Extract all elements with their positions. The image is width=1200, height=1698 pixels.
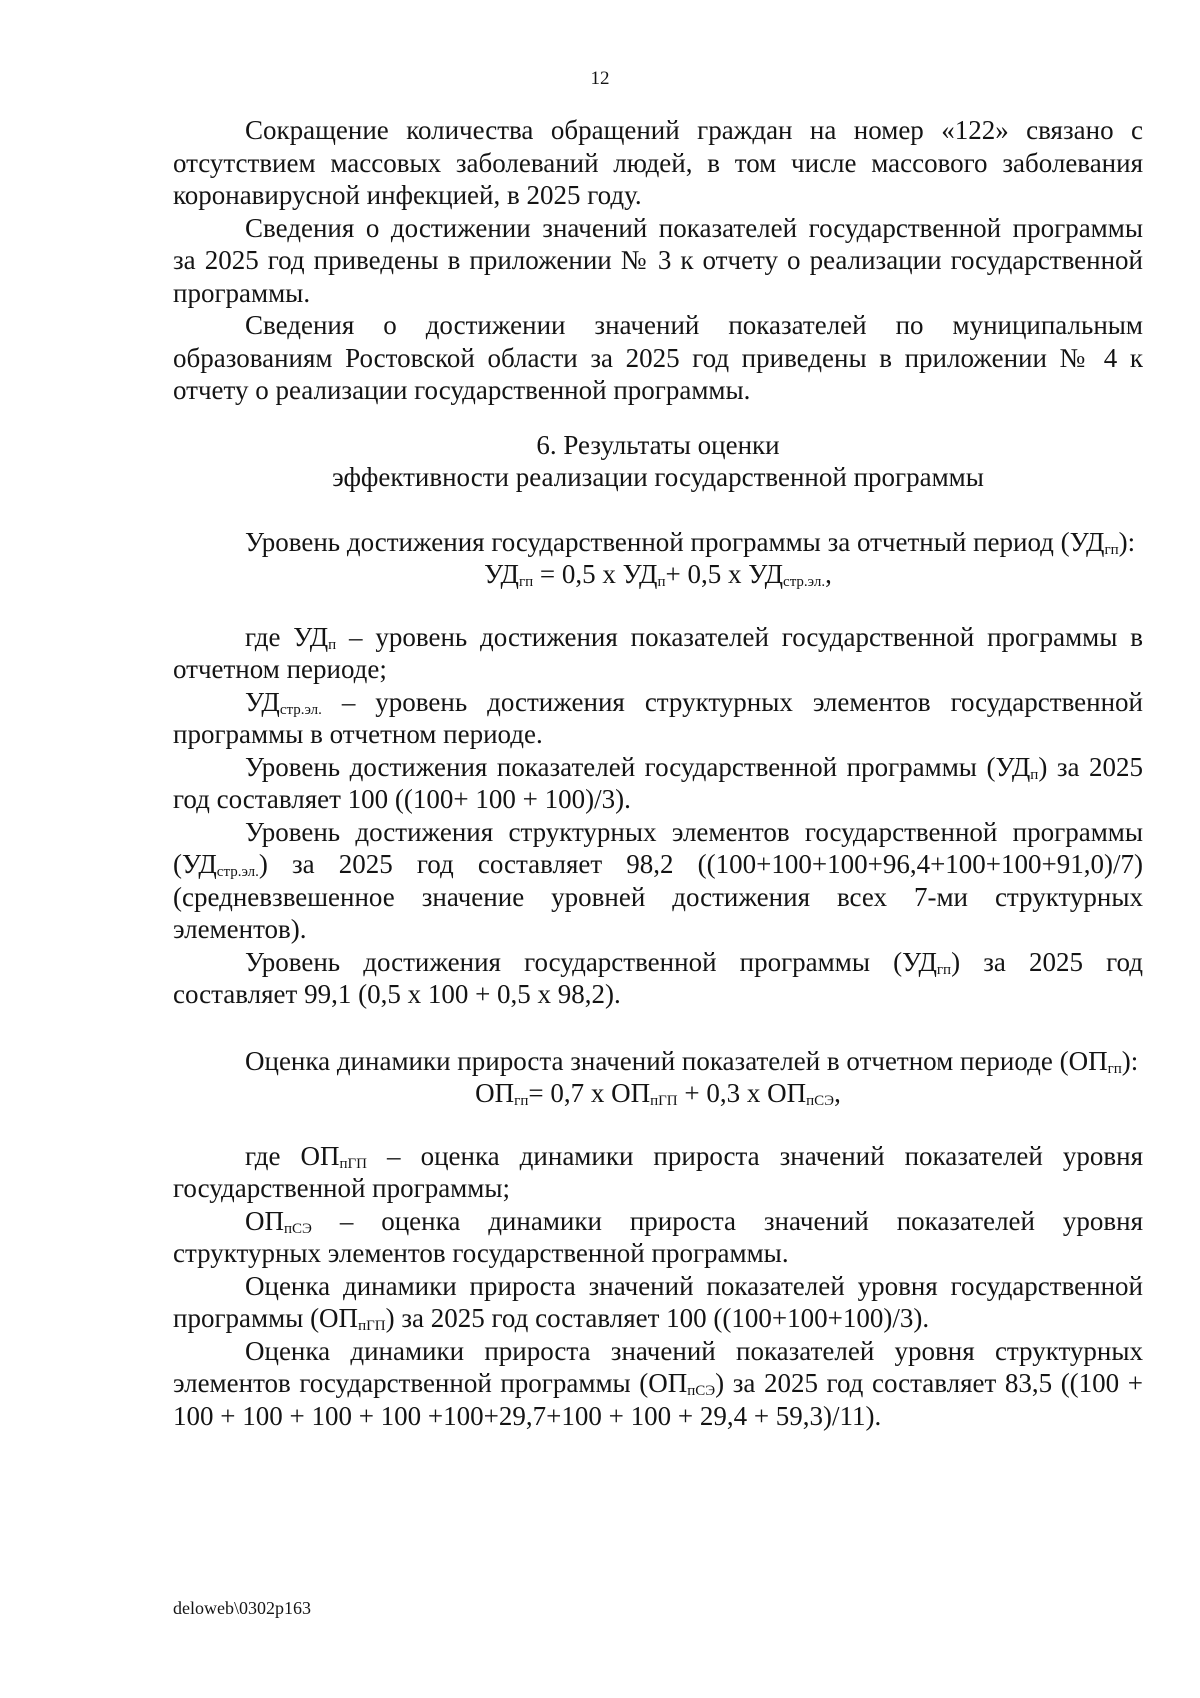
op-result-program: Оценка динамики прироста значений показателей уровня государственной программы $(ОП_{пГП})$ за 2025 год составляет 100 ((100+100+100)/3). — [173, 1270, 1143, 1334]
section-heading-line-2: эффективности реализации государственной программы — [332, 462, 984, 492]
ud-result-program: Уровень достижения государственной программы $(УД_{гп})$ за 2025 год составляет 99,1 (0,5 х 100 + 0,5 х 98,2). — [173, 946, 1143, 1009]
paragraph-municipal-appendix-4: Сведения о достижении значений показателей по муниципальным образованиям Ростовской области за 2025 год приведены в приложении № 4 к отчету о реализации государственной программы. — [173, 310, 1143, 405]
paragraph-hotline-calls: Сокращение количества обращений граждан на номер «122» связано с отсутствием массовых заболеваний людей, в том числе массового заболевания коронавирусной инфекцией, в 2025 году. — [173, 115, 1143, 210]
ud-formula: $УД_{гп} = 0,5$ х $УД_п+ 0,5$ х $УД_{стр.эл.}$, — [484, 559, 832, 590]
ud-definition-structural: $УД_{стр.эл.}$ – уровень достижения структурных элементов государственной программы в отчетном периоде. — [173, 686, 1143, 749]
ud-result-indicators: Уровень достижения показателей государственной программы $(УД_п)$ за 2025 год составляет 100 ((100+ 100 + 100)/3). — [173, 751, 1144, 814]
op-intro: Оценка динамики прироста значений показателей в отчетном периоде $(ОП_{гп})$: — [245, 1045, 1139, 1077]
op-definition-structural: $ОП_{пСЭ}$ – оценка динамики прироста значений показателей уровня структурных элементов государственной программы. — [173, 1205, 1143, 1268]
op-formula: $ОП_{гп}= 0,7$ х $ОП_{пГП} + 0,3$ х $ОП_{пСЭ}$, — [475, 1078, 841, 1109]
ud-result-structural: Уровень достижения структурных элементов государственной программы $(УД_{стр.эл.})$ за 2025 год составляет 98,2 ((100+100+100+96,4+100+100+91,0)/7) (средневзвешенное значение уровней достижения всех 7-ми структурных элементов). — [173, 816, 1143, 944]
ud-definition-indicators: где $УД_п$ – уровень достижения показателей государственной программы в отчетном периоде; — [173, 621, 1144, 684]
paragraph-indicators-appendix-3: Сведения о достижении значений показателей государственной программы за 2025 год приведены в приложении № 3 к отчету о реализации государственной программы. — [173, 212, 1143, 308]
section-heading-line-1: 6. Результаты оценки — [536, 429, 780, 460]
op-result-structural: Оценка динамики прироста значений показателей уровня структурных элементов государственной программы $(ОП_{пСЭ})$ за 2025 год составляет 83,5 ((100 + 100 + 100 + 100 + 100 +100+29,7+100 + 100 + 29,4 + 59,3)/11). — [173, 1335, 1143, 1431]
ud-intro: Уровень достижения государственной программы за отчетный период $(УД_{гп})$: — [245, 526, 1136, 558]
document-footer-code: deloweb\0302p163 — [173, 1598, 311, 1618]
page-number: 12 — [590, 68, 610, 89]
document-body — [173, 114, 1143, 1432]
op-definition-program: где $ОП_{пГП}$ – оценка динамики прироста значений показателей уровня государственной программы; — [173, 1140, 1144, 1203]
